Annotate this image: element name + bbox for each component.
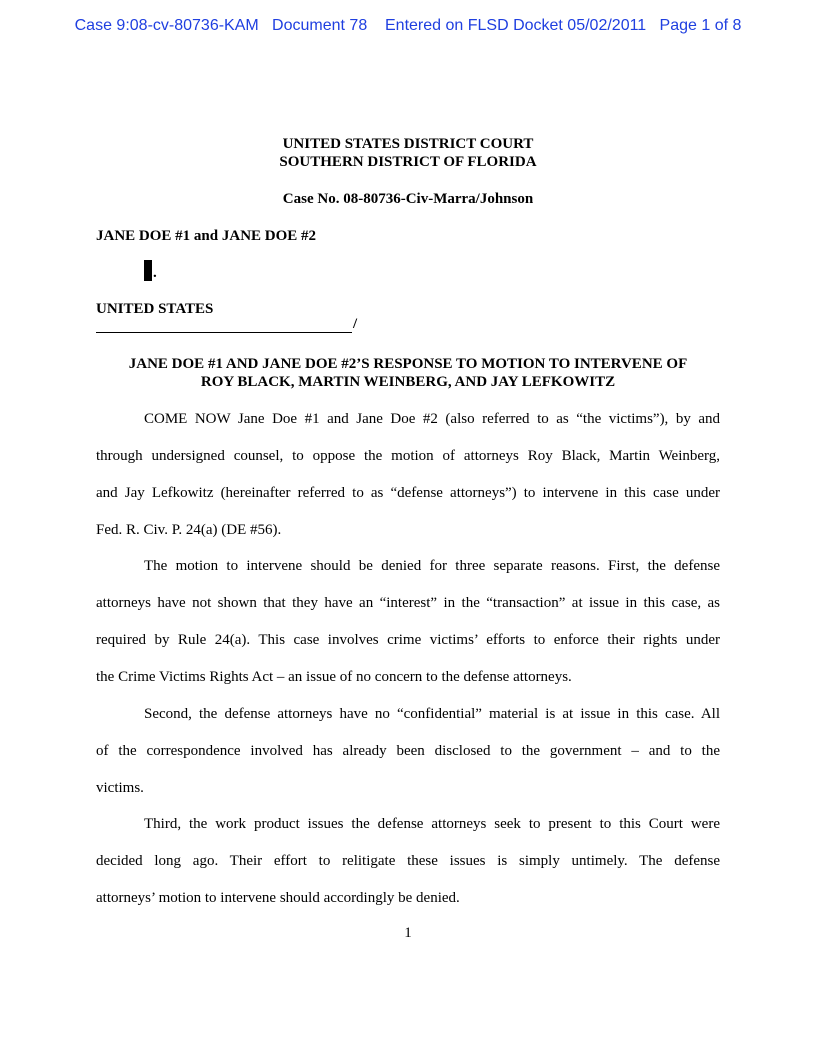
- paragraph-3: [96, 705, 720, 816]
- paragraph-4: [96, 815, 720, 926]
- court-name-line-2: SOUTHERN DISTRICT OF FLORIDA: [279, 154, 537, 170]
- caption-end-slash: /: [353, 316, 358, 332]
- paragraph-line: the Crime Victims Rights Act – an issue of no concern to the defense attorneys.: [96, 669, 572, 685]
- paragraph-line: victims.: [96, 780, 144, 796]
- caption-defendant: UNITED STATES: [96, 301, 214, 317]
- paragraph-line: COME NOW Jane Doe #1 and Jane Doe #2 (also referred to as “the victims”), by and: [144, 411, 720, 427]
- redaction-suffix: .: [153, 265, 157, 281]
- paragraph-line: of the correspondence involved has already been disclosed to the government – and to the: [96, 743, 720, 759]
- caption-underline: [96, 315, 357, 333]
- paragraph-line: Third, the work product issues the defense attorneys seek to present to this Court were: [144, 816, 720, 832]
- paragraph-line: Fed. R. Civ. P. 24(a) (DE #56).: [96, 522, 282, 538]
- paragraph-line: through undersigned counsel, to oppose the motion of attorneys Roy Black, Martin Weinberg,: [96, 448, 720, 464]
- page-number: 1: [404, 925, 412, 941]
- docket-header: Case 9:08-cv-80736-KAM Document 78 Entered on FLSD Docket 05/02/2011 Page 1 of 8: [74, 17, 742, 34]
- paragraph-line: attorneys’ motion to intervene should accordingly be denied.: [96, 890, 460, 906]
- caption-rule: [96, 318, 352, 333]
- document-title-line-2: ROY BLACK, MARTIN WEINBERG, AND JAY LEFKOWITZ: [200, 374, 616, 390]
- caption-redaction: [144, 259, 157, 281]
- paragraph-line: The motion to intervene should be denied for three separate reasons. First, the defense: [144, 558, 720, 574]
- document-title-line-1: JANE DOE #1 AND JANE DOE #2’S RESPONSE TO MOTION TO INTERVENE OF: [128, 356, 688, 372]
- court-name-line-1: UNITED STATES DISTRICT COURT: [282, 136, 534, 152]
- paragraph-line: decided long ago. Their effort to relitigate these issues is simply untimely. The defense: [96, 853, 720, 869]
- caption-plaintiffs: JANE DOE #1 and JANE DOE #2: [96, 228, 317, 244]
- paragraph-2: [96, 557, 720, 705]
- paragraph-line: Second, the defense attorneys have no “confidential” material is at issue in this case. All: [144, 706, 720, 722]
- paragraph-line: and Jay Lefkowitz (hereinafter referred to as “defense attorneys”) to intervene in this case under: [96, 485, 720, 501]
- redaction-block: [144, 260, 152, 281]
- case-number: Case No. 08-80736-Civ-Marra/Johnson: [282, 191, 534, 207]
- paragraph-line: attorneys have not shown that they have an “interest” in the “transaction” at issue in this case, as: [96, 595, 720, 611]
- paragraph-line: required by Rule 24(a). This case involves crime victims’ efforts to enforce their rights under: [96, 632, 720, 648]
- paragraph-1: [96, 410, 720, 558]
